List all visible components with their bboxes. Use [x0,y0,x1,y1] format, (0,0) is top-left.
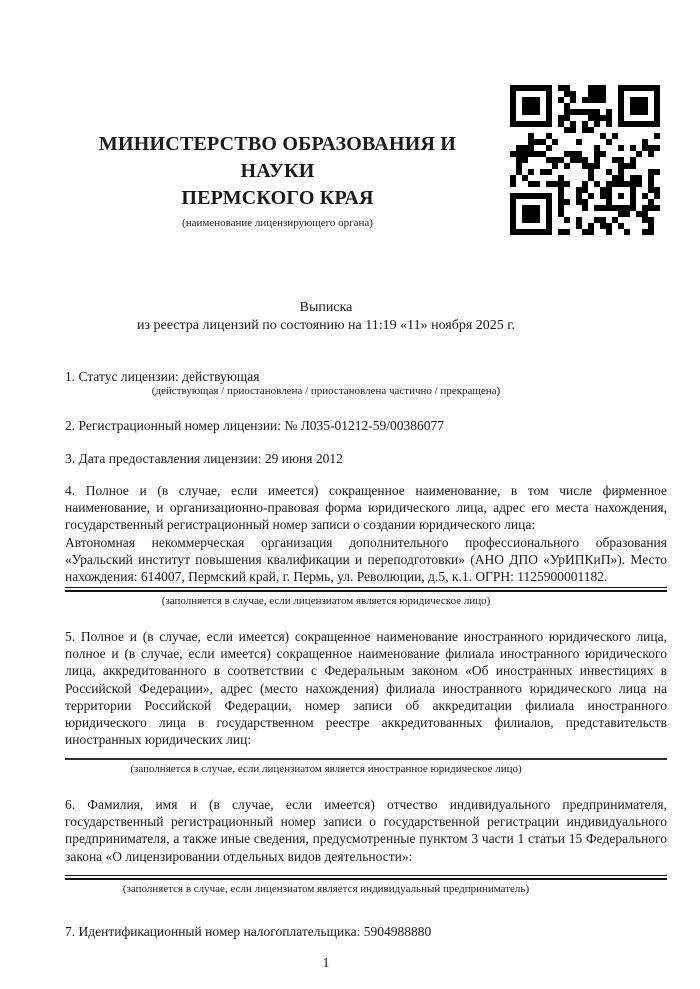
document-title-line1: Выписка [299,300,353,315]
item-5-foreign-entity [65,628,667,776]
item-5-caption: (заполняется в случае, если лицензиатом является иностранное юридическое лицо) [130,762,522,775]
item-6-label: 6. Фамилия, имя и (в случае, если имеется) отчество индивидуального предпринимателя, государственный регистрационный номер записи о государственной регистрации индивидуального предпринимателя, а также иные сведения, предусмотренные пунктом 3 части 1 статьи 15 Федерального закона «О лицензировании отдельных видов деятельности»: [65,796,667,864]
item-2-registration-number [65,417,667,434]
item-7-taxpayer-number [65,923,667,940]
item-1-license-status [65,368,667,398]
item-1-label: 1. Статус лицензии: действующая [65,369,260,384]
item-6-caption: (заполняется в случае, если лицензиатом является индивидуальный предприниматель) [122,882,530,895]
item-6-individual-entrepreneur [65,796,667,896]
document-body [0,299,700,971]
ministry-name-line2: ПЕРМСКОГО КРАЯ [181,187,374,209]
ministry-name-line1: МИНИСТЕРСТВО ОБРАЗОВАНИЯ И НАУКИ [98,133,457,182]
item-5-label: 5. Полное и (в случае, если имеется) сокращенное наименование иностранного юридического лица, полное и (в случае, если имеется) сокращенное наименование филиала иностранного юридического лица, аккредитованного в соответствии с Федеральным законом «Об иностранных инвестициях в Российской Федерации», адрес (место нахождения) филиала иностранного юридического лица на территории Российской Федерации, номер записи об аккредитации филиала иностранного юридического лица в государственном реестре аккредитованных филиалов, представительств иностранных юридических лиц: [65,628,667,748]
qr-code [510,85,660,235]
item-4-value: Автономная некоммерческая организация дополнительного профессионального образования «Уральский институт повышения квалификации и переподготовки» (АНО ДПО «УрИПКиП»). Место нахождения: 614007, Пермский край, г. Пермь, ул. Революции, д.5, к.1. ОГРН: 1125900001182. [65,534,667,585]
item-4-label: 4. Полное и (в случае, если имеется) сокращенное наименование, в том числе фирменное наименование, и организационно-правовая форма юридического лица, адрес его места нахождения, государственный регистрационный номер записи о создании юридического лица: [65,482,667,533]
item-3-license-date [65,450,667,467]
item-4-caption: (заполняется в случае, если лицензиатом является юридическое лицо) [161,594,491,607]
item-3-label: 3. Дата предоставления лицензии: 29 июня 2012 [65,450,343,466]
item-7-label: 7. Идентификационный номер налогоплательщика: 5904988880 [65,923,432,939]
item-5-underline [65,758,667,760]
item-4-legal-entity [65,482,667,608]
item-2-label: 2. Регистрационный номер лицензии: № Л035-01212-59/00386077 [65,418,445,434]
licensing-authority-caption: (наименование лицензирующего органа) [182,217,373,229]
item-4-underline [65,587,667,592]
qr-code-image [510,85,660,235]
document-header [0,0,700,235]
document-title-line2: из реестра лицензий по состоянию на 11:19 «11» ноября 2025 г. [137,318,515,333]
document-title [65,299,587,335]
licensing-authority-block [65,85,490,230]
page-number: 1 [322,955,330,971]
item-1-caption: (действующая / приостановлена / приостановлена частично / прекращена) [151,385,501,398]
item-6-underline [65,875,667,880]
